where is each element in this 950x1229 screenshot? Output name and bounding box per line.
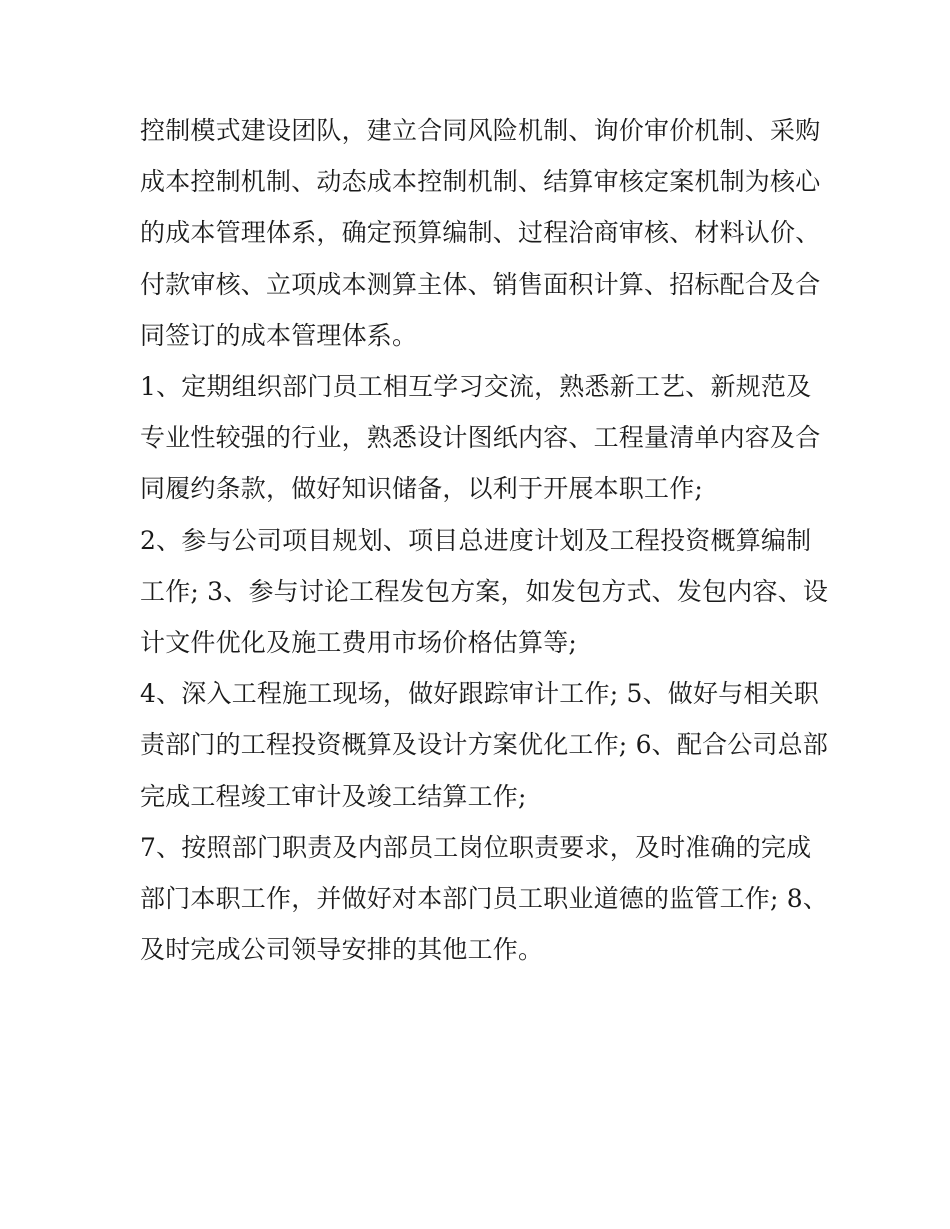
text-line: 部门本职工作，并做好对本部门员工职业道德的监管工作; 8、 xyxy=(140,884,829,914)
paragraph-item-7-8 xyxy=(140,822,829,976)
text-line: 计文件优化及施工费用市场价格估算等; xyxy=(140,628,578,658)
text-line: 控制模式建设团队，建立合同风险机制、询价审价机制、采购 xyxy=(140,116,821,145)
text-line: 同签订的成本管理体系。 xyxy=(140,320,418,350)
text-line: 完成工程竣工审计及竣工结算工作; xyxy=(140,781,527,811)
text-line: 同履约条款，做好知识储备，以利于开展本职工作; xyxy=(140,474,704,504)
paragraph-item-1 xyxy=(140,361,820,515)
text-line: 及时完成公司领导安排的其他工作。 xyxy=(140,935,544,965)
paragraph-cost-system xyxy=(140,105,820,361)
text-line: 7、按照部门职责及内部员工岗位职责要求，及时准确的完成 xyxy=(140,832,812,862)
paragraph-item-2-3 xyxy=(140,515,829,669)
text-line: 4、深入工程施工现场，做好跟踪审计工作; 5、做好与相关职 xyxy=(140,679,819,709)
paragraph-item-4-6 xyxy=(140,668,829,822)
text-line: 1、定期组织部门员工相互学习交流，熟悉新工艺、新规范及 xyxy=(140,372,812,402)
document-body xyxy=(140,105,829,975)
text-line: 工作; 3、参与讨论工程发包方案，如发包方式、发包内容、设 xyxy=(140,576,829,606)
text-line: 付款审核、立项成本测算主体、销售面积计算、招标配合及合 xyxy=(140,269,821,299)
text-line: 的成本管理体系，确定预算编制、过程洽商审核、材料认价、 xyxy=(140,218,821,248)
text-line: 成本控制机制、动态成本控制机制、结算审核定案机制为核心 xyxy=(140,167,821,197)
text-line: 责部门的工程投资概算及设计方案优化工作; 6、配合公司总部 xyxy=(140,730,829,760)
text-line: 专业性较强的行业，熟悉设计图纸内容、工程量清单内容及合 xyxy=(140,423,821,453)
text-line: 2、参与公司项目规划、项目总进度计划及工程投资概算编制 xyxy=(140,525,812,555)
